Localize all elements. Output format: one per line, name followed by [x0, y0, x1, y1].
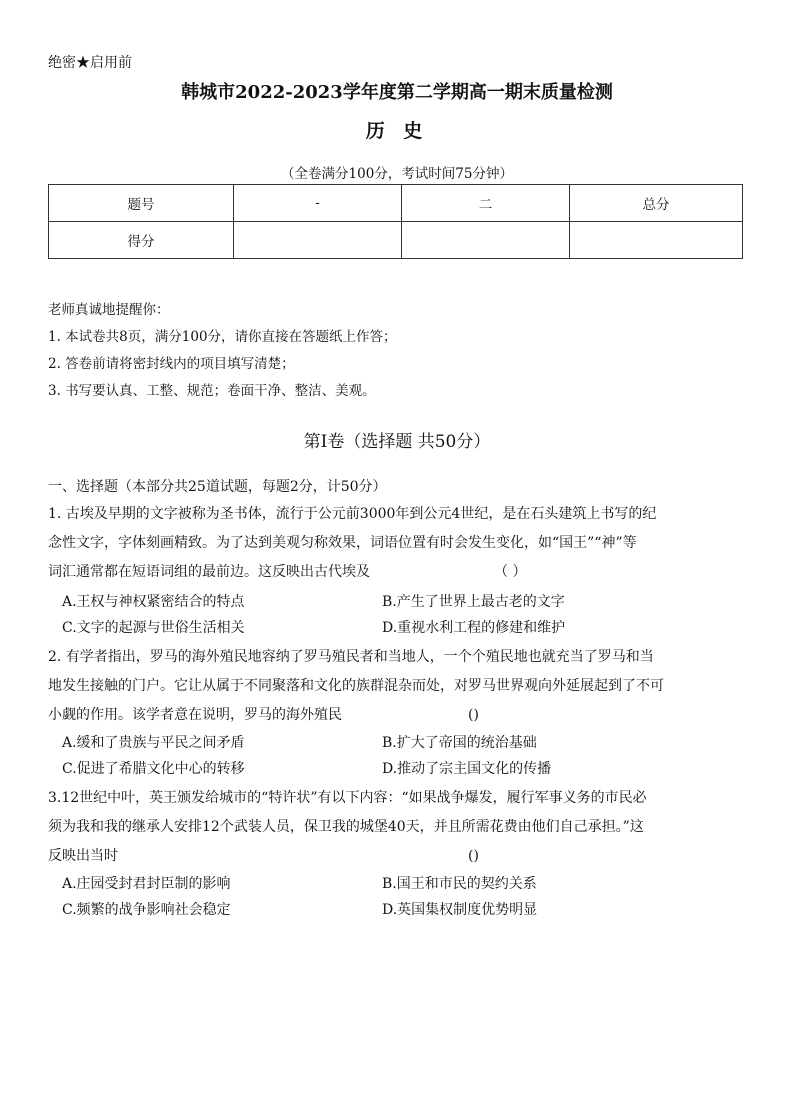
question-line-text: 小觑的作用。该学者意在说明，罗马的海外殖民: [48, 707, 342, 723]
option-d[interactable]: D.重视水利工程的修建和维护: [382, 620, 566, 636]
option-b[interactable]: B.国王和市民的契约关系: [382, 876, 537, 892]
question-1: [48, 500, 748, 587]
option-b[interactable]: B.扩大了帝国的统治基础: [382, 735, 537, 751]
option-c[interactable]: C.文字的起源与世俗生活相关: [62, 620, 245, 636]
subject-title: 历 史: [365, 120, 429, 142]
question-line: [48, 842, 748, 871]
question-line: 地发生接触的门户。它让从属于不同聚落和文化的族群混杂而处，对罗马世界观向外延展起到了不可: [48, 678, 664, 694]
reminder-heading: 老师真诚地提醒你：: [48, 302, 170, 318]
answer-bracket: (): [468, 707, 479, 723]
option-c[interactable]: C.促进了希腊文化中心的转移: [62, 761, 245, 777]
reminder-item: 2. 答卷前请将密封线内的项目填写清楚；: [48, 356, 295, 372]
question-line: 2. 有学者指出，罗马的海外殖民地容纳了罗马殖民者和当地人，一个个殖民地也就充当了罗马和当: [48, 649, 654, 665]
question-line: 念性文字，字体刻画精致。为了达到美观匀称效果，词语位置有时会发生变化，如“国王”“神”等: [48, 535, 637, 551]
question-2: [48, 643, 748, 730]
option-c[interactable]: C.频繁的战争影响社会稳定: [62, 902, 231, 918]
question-line: [48, 701, 748, 730]
option-d[interactable]: D.推动了宗主国文化的传播: [382, 761, 552, 777]
score-cell[interactable]: [234, 222, 402, 259]
exam-note: （全卷满分100分，考试时间75分钟）: [281, 166, 513, 182]
question-line: 3.12世纪中叶，英王颁发给城市的“特许状”有以下内容：“如果战争爆发，履行军事义务的市民必: [48, 790, 647, 806]
option-a[interactable]: A.王权与神权紧密结合的特点: [62, 594, 245, 610]
score-table-header-cell: 题号: [49, 185, 234, 222]
reminder-item: 1. 本试卷共8页，满分100分，请你直接在答题纸上作答；: [48, 329, 397, 345]
score-row-label: 得分: [49, 222, 234, 259]
answer-bracket: (): [468, 848, 479, 864]
part-title: 第Ⅰ卷（选择题 共50分）: [303, 432, 491, 452]
option-d[interactable]: D.英国集权制度优势明显: [382, 902, 538, 918]
reminder-item: 3. 书写要认真、工整、规范；卷面干净、整洁、美观。: [48, 383, 376, 399]
score-table-header-cell: 总分: [570, 185, 743, 222]
score-table-header-cell: 二: [402, 185, 570, 222]
score-table: [48, 184, 743, 259]
question-line-text: 反映出当时: [48, 848, 118, 864]
option-a[interactable]: A.庄园受封君封臣制的影响: [62, 876, 231, 892]
score-cell[interactable]: [402, 222, 570, 259]
score-cell[interactable]: [570, 222, 743, 259]
exam-title: 韩城市2022-2023学年度第二学期高一期末质量检测: [181, 82, 613, 103]
question-line-text: 词汇通常都在短语词组的最前边。这反映出古代埃及: [48, 564, 370, 580]
secret-mark: 绝密★启用前: [48, 55, 132, 71]
answer-bracket: （ ）: [494, 564, 527, 580]
option-a[interactable]: A.缓和了贵族与平民之间矛盾: [62, 735, 245, 751]
question-line: 须为我和我的继承人安排12个武装人员，保卫我的城堡40天，并且所需花费由他们自己承担。”这: [48, 819, 644, 835]
question-3: [48, 784, 748, 871]
score-table-score-row: [49, 222, 743, 259]
question-line: 1. 古埃及早期的文字被称为圣书体，流行于公元前3000年到公元4世纪，是在石头建筑上书写的纪: [48, 506, 657, 522]
score-table-header-cell: -: [234, 185, 402, 222]
score-table-header-row: [49, 185, 743, 222]
section-heading: 一、选择题（本部分共25道试题，每题2分，计50分）: [48, 479, 387, 495]
question-line: [48, 558, 748, 587]
option-b[interactable]: B.产生了世界上最古老的文字: [382, 594, 565, 610]
